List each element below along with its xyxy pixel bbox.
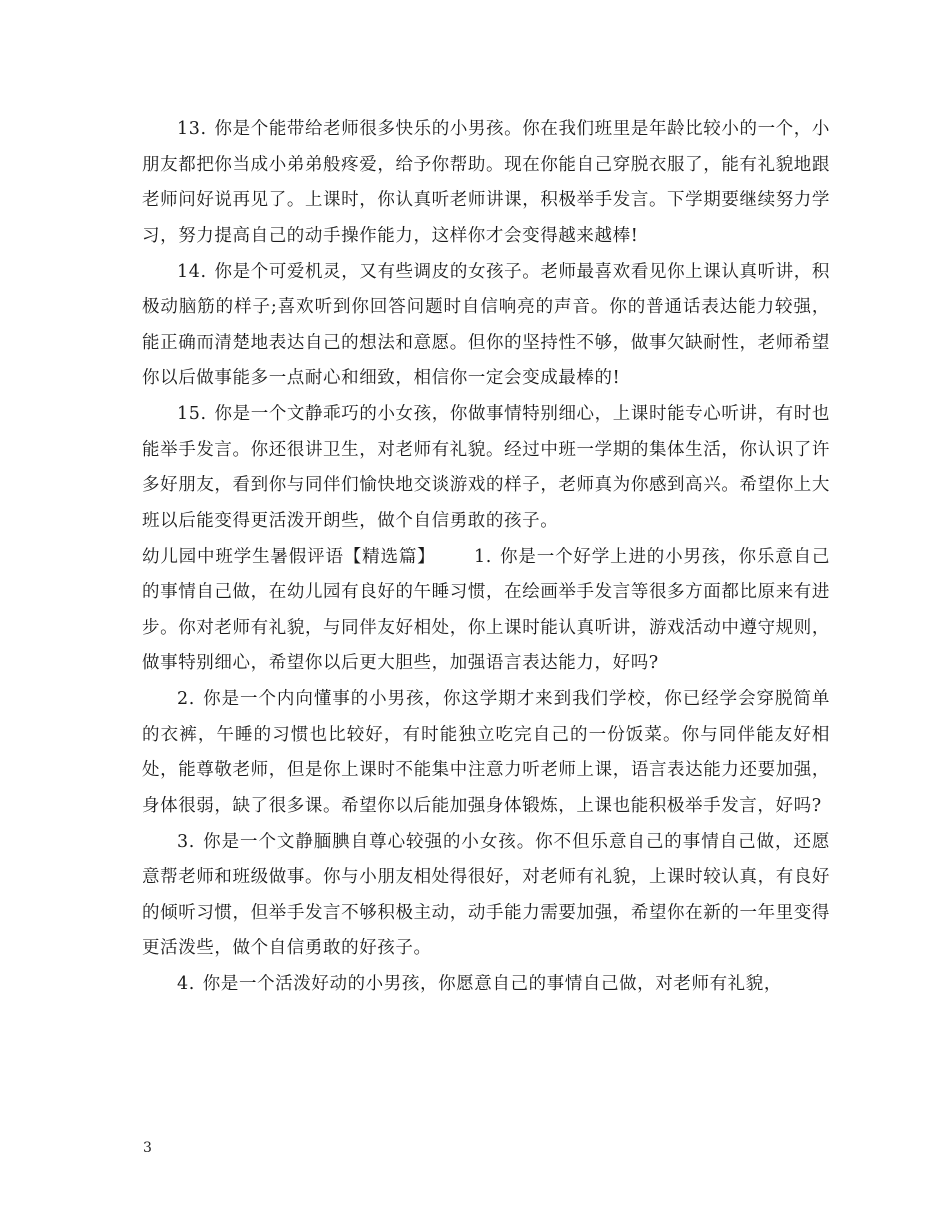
comment-paragraph-15	[142, 397, 830, 539]
paragraph-number: 15.	[177, 404, 207, 424]
comment-paragraph-13	[142, 112, 830, 254]
paragraph-number: 13.	[177, 119, 207, 139]
comment-paragraph-3	[142, 825, 830, 967]
paragraph-text: 你是一个活泼好动的小男孩，你愿意自己的事情自己做，对老师有礼貌，	[202, 974, 782, 994]
paragraph-number: 2.	[177, 689, 195, 709]
page-number: 3	[143, 1140, 152, 1156]
paragraph-number: 1.	[474, 546, 492, 567]
paragraph-text: 你是个可爱机灵，又有些调皮的女孩子。老师最喜欢看见你上课认真听讲，积极动脑筋的样子;喜欢听到你回答问题时自信响亮的声音。你的普通话表达能力较强，能正确而清楚地表达自己的想法和意愿。但你的坚持性不够，做事欠缺耐性，老师希望你以后做事能多一点耐心和细致，相信你一定会变成最棒的!	[142, 261, 830, 388]
paragraph-number: 14.	[177, 261, 207, 282]
paragraph-number: 4.	[177, 974, 195, 994]
paragraph-text: 你是个能带给老师很多快乐的小男孩。你在我们班里是年龄比较小的一个，小朋友都把你当成小弟弟般疼爱，给予你帮助。现在你能自己穿脱衣服了，能有礼貌地跟老师问好说再见了。上课时，你认真听老师讲课，积极举手发言。下学期要继续努力学习，努力提高自己的动手操作能力，这样你才会变得越来越棒!	[142, 119, 830, 246]
comment-paragraph-14	[142, 255, 830, 397]
comment-paragraph-2	[142, 682, 830, 824]
section-heading-paragraph	[142, 540, 830, 682]
paragraph-number: 3.	[177, 831, 195, 852]
document-body	[142, 112, 830, 1003]
section-heading: 幼儿园中班学生暑假评语【精选篇】	[142, 546, 436, 567]
paragraph-text: 你是一个好学上进的小男孩，你乐意自己的事情自己做，在幼儿园有良好的午睡习惯，在绘画举手发言等很多方面都比原来有进步。你对老师有礼貌，与同伴友好相处，你上课时能认真听讲，游戏活动中遵守规则，做事特别细心，希望你以后更大胆些，加强语言表达能力，好吗?	[142, 546, 830, 673]
paragraph-text: 你是一个文静乖巧的小女孩，你做事情特别细心，上课时能专心听讲，有时也能举手发言。你还很讲卫生，对老师有礼貌。经过中班一学期的集体生活，你认识了许多好朋友，看到你与同伴们愉快地交谈游戏的样子，老师真为你感到高兴。希望你上大班以后能变得更活泼开朗些，做个自信勇敢的孩子。	[142, 404, 830, 531]
paragraph-text: 你是一个文静腼腆自尊心较强的小女孩。你不但乐意自己的事情自己做，还愿意帮老师和班级做事。你与小朋友相处得很好，对老师有礼貌，上课时较认真，有良好的倾听习惯，但举手发言不够积极主动，动手能力需要加强，希望你在新的一年里变得更活泼些，做个自信勇敢的好孩子。	[142, 831, 830, 958]
comment-paragraph-4	[142, 967, 830, 1003]
paragraph-text: 你是一个内向懂事的小男孩，你这学期才来到我们学校，你已经学会穿脱简单的衣裤，午睡的习惯也比较好，有时能独立吃完自己的一份饭菜。你与同伴能友好相处，能尊敬老师，但是你上课时不能集中注意力听老师上课，语言表达能力还要加强，身体很弱，缺了很多课。希望你以后能加强身体锻炼，上课也能积极举手发言，好吗?	[142, 689, 830, 816]
